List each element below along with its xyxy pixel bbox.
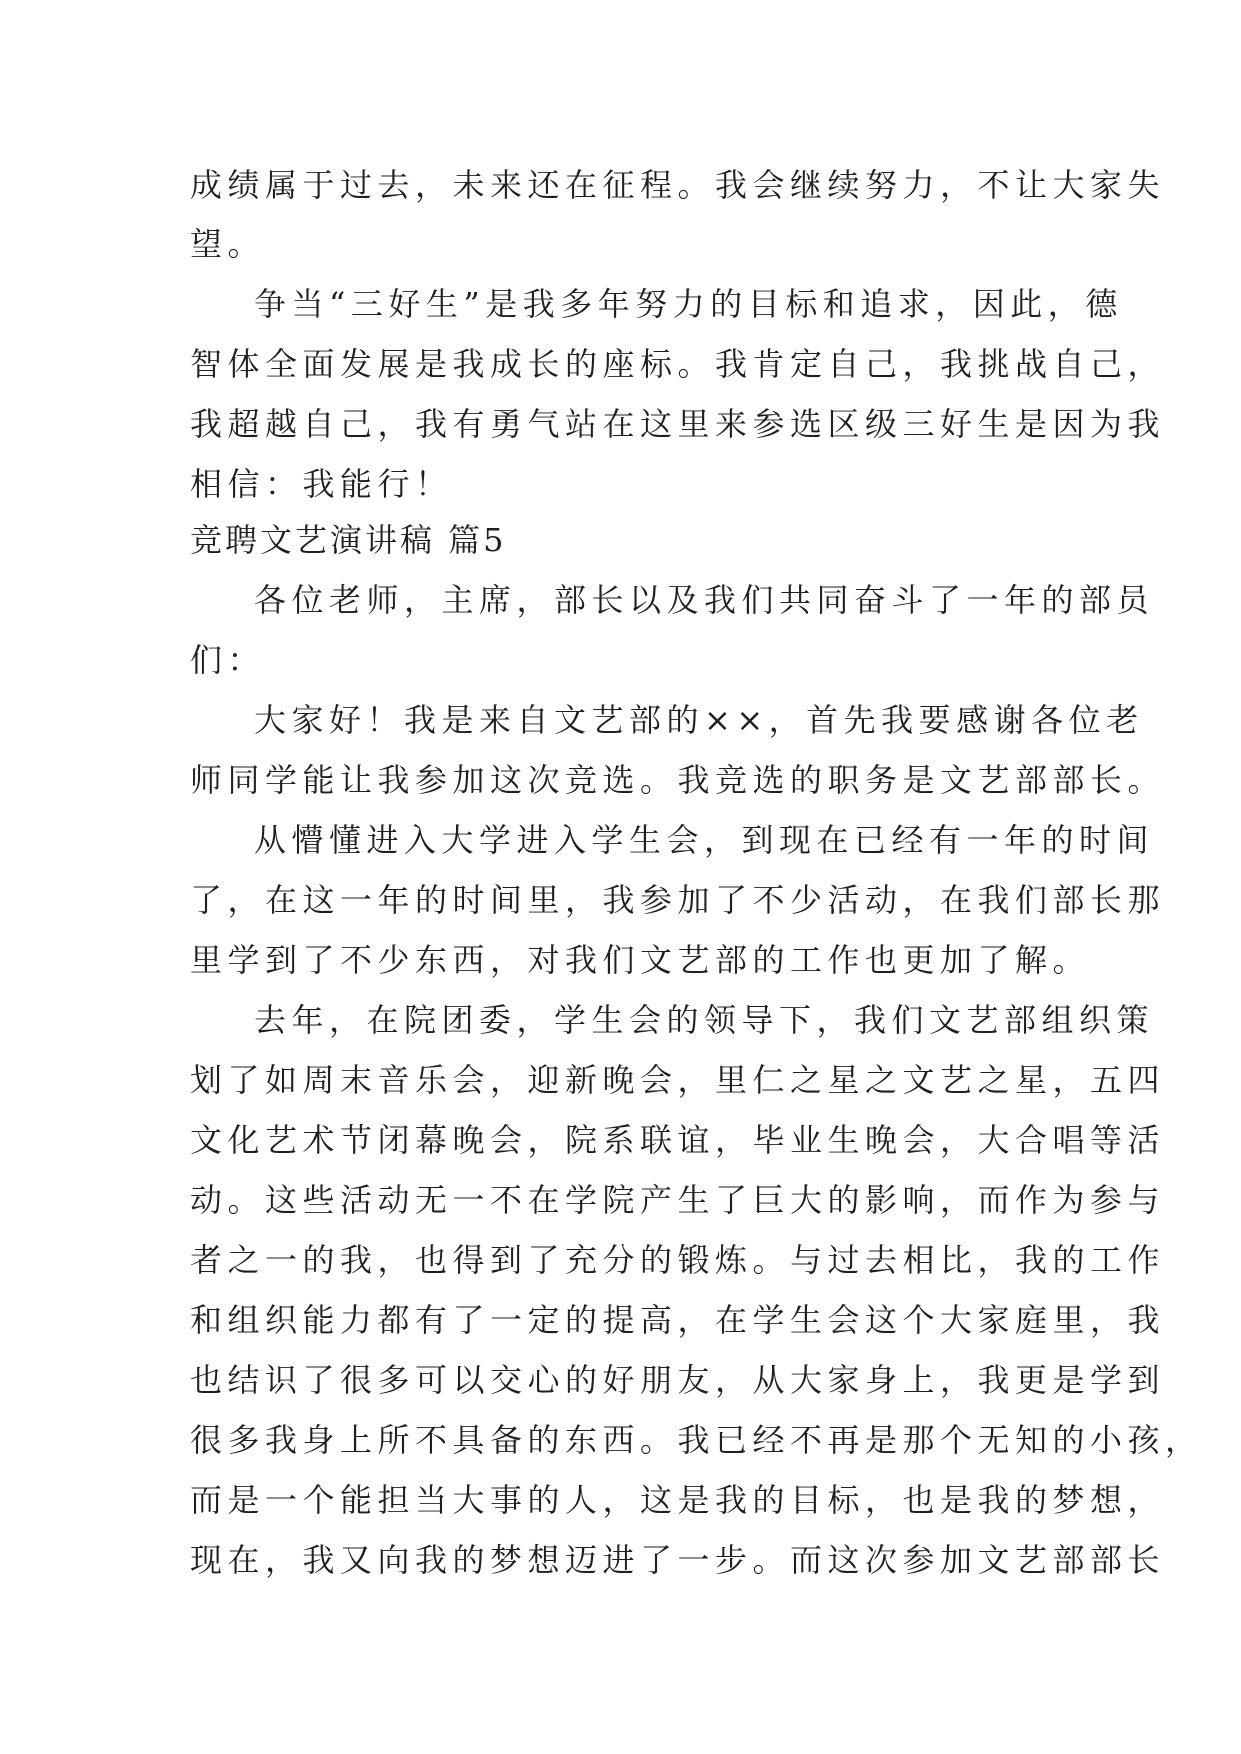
text-line: 也结识了很多可以交心的好朋友，从大家身上，我更是学到 [190,1361,1166,1399]
text-line: 师同学能让我参加这次竞选。我竞选的职务是文艺部部长。 [190,761,1166,799]
text-line: 里学到了不少东西，对我们文艺部的工作也更加了解。 [190,941,1091,979]
text-line: 而是一个能担当大事的人，这是我的目标，也是我的梦想， [190,1481,1166,1519]
paragraph-start-line: 各位老师，主席，部长以及我们共同奋斗了一年的部员 [254,581,1155,619]
text-line: 动。这些活动无一不在学院产生了巨大的影响，而作为参与 [190,1181,1166,1219]
text-line: 划了如周末音乐会，迎新晚会，里仁之星之文艺之星，五四 [190,1061,1166,1099]
text-line: 文化艺术节闭幕晚会，院系联谊，毕业生晚会，大合唱等活 [190,1121,1166,1159]
section-heading: 竞聘文艺演讲稿 篇5 [190,521,507,559]
text-line: 和组织能力都有了一定的提高，在学生会这个大家庭里，我 [190,1301,1166,1339]
paragraph-start-line: 去年，在院团委，学生会的领导下，我们文艺部组织策 [254,1001,1155,1039]
paragraph-start-line: 争当“三好生”是我多年努力的目标和追求，因此，德 [254,285,1123,323]
text-line: 望。 [190,225,266,263]
text-line: 们： [190,641,266,679]
paragraph-start-line: 大家好！我是来自文艺部的××，首先我要感谢各位老 [254,701,1144,739]
text-line: 我超越自己，我有勇气站在这里来参选区级三好生是因为我 [190,405,1166,443]
text-line: 现在，我又向我的梦想迈进了一步。而这次参加文艺部部长 [190,1541,1166,1579]
text-line: 很多我身上所不具备的东西。我已经不再是那个无知的小孩， [190,1421,1203,1459]
text-line: 智体全面发展是我成长的座标。我肯定自己，我挑战自己， [190,345,1166,383]
text-line: 了，在这一年的时间里，我参加了不少活动，在我们部长那 [190,881,1166,919]
paragraph-start-line: 从懵懂进入大学进入学生会，到现在已经有一年的时间 [254,821,1155,859]
text-line: 者之一的我，也得到了充分的锻炼。与过去相比，我的工作 [190,1241,1166,1279]
text-line: 相信：我能行！ [190,465,453,503]
text-line: 成绩属于过去，未来还在征程。我会继续努力，不让大家失 [190,166,1166,204]
